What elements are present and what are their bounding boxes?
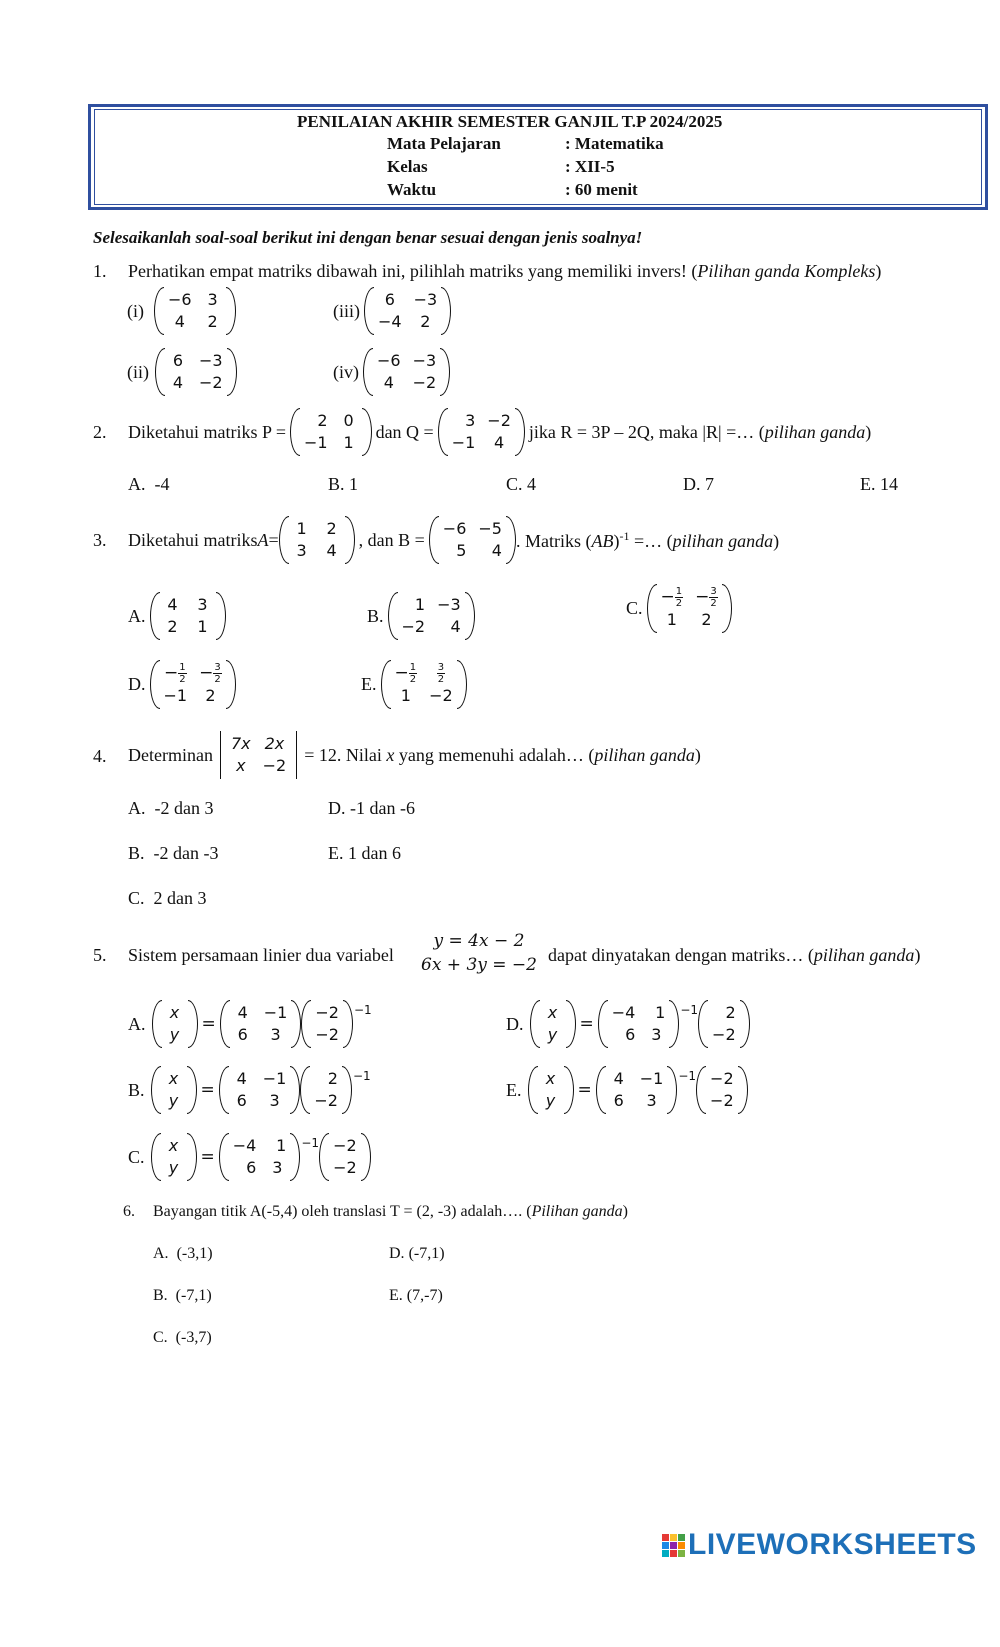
q6-option-d[interactable]: D. (-7,1)	[389, 1245, 445, 1262]
matrix-p: 2 0 −1 1	[290, 410, 372, 454]
matrix: 4 −1 6 3	[219, 1068, 301, 1112]
matrix: − $\frac{1}{2}$ − $\frac{3}{2}$ −1 2	[150, 662, 236, 707]
q5-option-b[interactable]: B. x y = 4 −1 6 3 2 −2 −1	[128, 1068, 371, 1112]
vector-xy: x y	[528, 1068, 574, 1112]
q4-number: 4.	[93, 746, 107, 766]
matrix: − $\frac{1}{2}$ $\frac{3}{2}$ 1 −2	[381, 662, 467, 707]
instruction: Selesaikanlah soal-soal berikut ini dengan benar sesuai dengan jenis soalnya!	[93, 228, 643, 247]
logo-square	[678, 1534, 685, 1541]
header-value-subject: : Matematika	[565, 134, 664, 153]
header-label-class: Kelas	[387, 157, 428, 176]
vector-xy: x y	[151, 1068, 197, 1112]
matrix: 4 −1 6 3	[596, 1068, 678, 1112]
vector: −2 −2	[301, 1002, 353, 1046]
matrix-q: 3 −2 −1 4	[438, 410, 525, 454]
matrix: 4 −1 6 3	[220, 1002, 302, 1046]
vector: −2 −2	[696, 1068, 748, 1112]
q6-number: 6.	[123, 1203, 135, 1220]
q2-number: 2.	[93, 422, 107, 442]
matrix: 4 3 2 1	[150, 594, 226, 638]
logo-square	[662, 1550, 669, 1557]
q5-option-d[interactable]: D. x y = −4 1 6 3 −1 2 −2	[506, 1002, 750, 1046]
q2-option-c[interactable]: C. 4	[506, 474, 537, 494]
q3-option-c[interactable]: C. − $\frac{1}{2}$ − $\frac{3}{2}$ 1 2	[626, 586, 732, 631]
matrix: 1 −3 −2 4	[388, 594, 475, 638]
vector-xy: x y	[530, 1002, 576, 1046]
matrix: 6 −3 −4 2	[364, 289, 451, 333]
header-value-class: : XII-5	[565, 157, 615, 176]
q3-option-a[interactable]: A. 4 3 2 1	[128, 594, 226, 638]
q6-option-c[interactable]: C. (-3,7)	[153, 1329, 212, 1346]
vector: −2 −2	[319, 1135, 371, 1179]
q1-number: 1.	[93, 261, 107, 281]
q3-number: 3.	[93, 530, 107, 550]
exam-title: PENILAIAN AKHIR SEMESTER GANJIL T.P 2024/2025	[297, 112, 723, 131]
q6-option-a[interactable]: A. (-3,1)	[153, 1245, 213, 1262]
q6-option-b[interactable]: B. (-7,1)	[153, 1287, 212, 1304]
q5-option-c[interactable]: C. x y = −4 1 6 3 −1 −2 −2	[128, 1135, 371, 1179]
matrix: −4 1 6 3	[598, 1002, 680, 1046]
vector: 2 −2	[698, 1002, 750, 1046]
matrix: 6 −3 4 −2	[155, 350, 237, 394]
vector: 2 −2	[300, 1068, 352, 1112]
logo-mark-icon	[662, 1534, 685, 1557]
q6-option-e[interactable]: E. (7,-7)	[389, 1287, 443, 1304]
matrix: −4 1 6 3	[219, 1135, 301, 1179]
logo-square	[678, 1550, 685, 1557]
logo-square	[670, 1534, 677, 1541]
logo-square	[670, 1542, 677, 1549]
logo-square	[670, 1550, 677, 1557]
q1-option-ii[interactable]: (ii) 6 −3 4 −2	[127, 350, 237, 394]
q1-option-iii[interactable]: (iii) 6 −3 −4 2	[333, 289, 451, 333]
header-value-time: : 60 menit	[565, 180, 638, 199]
q1-option-i[interactable]: (i) −6 3 4 2	[127, 289, 236, 333]
q5-text-1: Sistem persamaan linier dua variabel	[128, 945, 394, 965]
q3-text: Diketahui matriks A = 1 2 3 4 , dan B = −6 −5 5 4 . Matriks (AB)$^{-1}$ =… (pilihan ganda)	[128, 518, 779, 562]
q4-option-d[interactable]: D. -1 dan -6	[328, 798, 415, 818]
logo-square	[662, 1534, 669, 1541]
q5-text-2: dapat dinyatakan dengan matriks… (pilihan ganda)	[548, 945, 921, 965]
matrix-b: −6 −5 5 4	[429, 518, 516, 562]
q5-system: y = 4x − 2 6x + 3y = −2	[421, 931, 537, 975]
determinant: 7x 2x x −2	[217, 733, 300, 777]
q2-text: Diketahui matriks P = 2 0 −1 1 dan Q = 3 −2 −1 4 jika R = 3P – 2Q, maka |R| =… (pilihan ganda)	[128, 410, 871, 454]
q4-text: Determinan 7x 2x x −2 = 12. Nilai x yang memenuhi adalah… (pilihan ganda)	[128, 733, 701, 777]
q1-text: Perhatikan empat matriks dibawah ini, pilihlah matriks yang memiliki invers! (Pilihan ganda Kompleks)	[128, 261, 882, 281]
header-label-subject: Mata Pelajaran	[387, 134, 501, 153]
q2-option-a[interactable]: A. -4	[128, 474, 170, 494]
q2-option-b[interactable]: B. 1	[328, 474, 359, 494]
q5-option-e[interactable]: E. x y = 4 −1 6 3 −1 −2 −2	[506, 1068, 748, 1112]
matrix: −6 3 4 2	[154, 289, 236, 333]
liveworksheets-logo[interactable]: LIVEWORKSHEETS	[662, 1528, 977, 1562]
q3-option-d[interactable]: D. − $\frac{1}{2}$ − $\frac{3}{2}$ −1 2	[128, 662, 236, 707]
q2-option-d[interactable]: D. 7	[683, 474, 714, 494]
vector-xy: x y	[151, 1135, 197, 1179]
q4-option-c[interactable]: C. 2 dan 3	[128, 888, 207, 908]
vector-xy: x y	[152, 1002, 198, 1046]
matrix: −6 −3 4 −2	[363, 350, 450, 394]
q1-option-iv[interactable]: (iv) −6 −3 4 −2	[333, 350, 450, 394]
logo-square	[678, 1542, 685, 1549]
q4-option-b[interactable]: B. -2 dan -3	[128, 843, 219, 863]
q3-option-e[interactable]: E. − $\frac{1}{2}$ $\frac{3}{2}$ 1 −2	[361, 662, 467, 707]
matrix: − $\frac{1}{2}$ − $\frac{3}{2}$ 1 2	[647, 586, 732, 631]
matrix-a: 1 2 3 4	[279, 518, 355, 562]
q4-option-e[interactable]: E. 1 dan 6	[328, 843, 401, 863]
logo-square	[662, 1542, 669, 1549]
q4-option-a[interactable]: A. -2 dan 3	[128, 798, 214, 818]
q6-text: Bayangan titik A(-5,4) oleh translasi T = (2, -3) adalah…. (Pilihan ganda)	[153, 1203, 628, 1220]
q2-option-e[interactable]: E. 14	[860, 474, 898, 494]
q5-number: 5.	[93, 945, 107, 965]
q5-option-a[interactable]: A. x y = 4 −1 6 3 −2 −2 −1	[128, 1002, 372, 1046]
q3-option-b[interactable]: B. 1 −3 −2 4	[367, 594, 475, 638]
header-label-time: Waktu	[387, 180, 437, 199]
